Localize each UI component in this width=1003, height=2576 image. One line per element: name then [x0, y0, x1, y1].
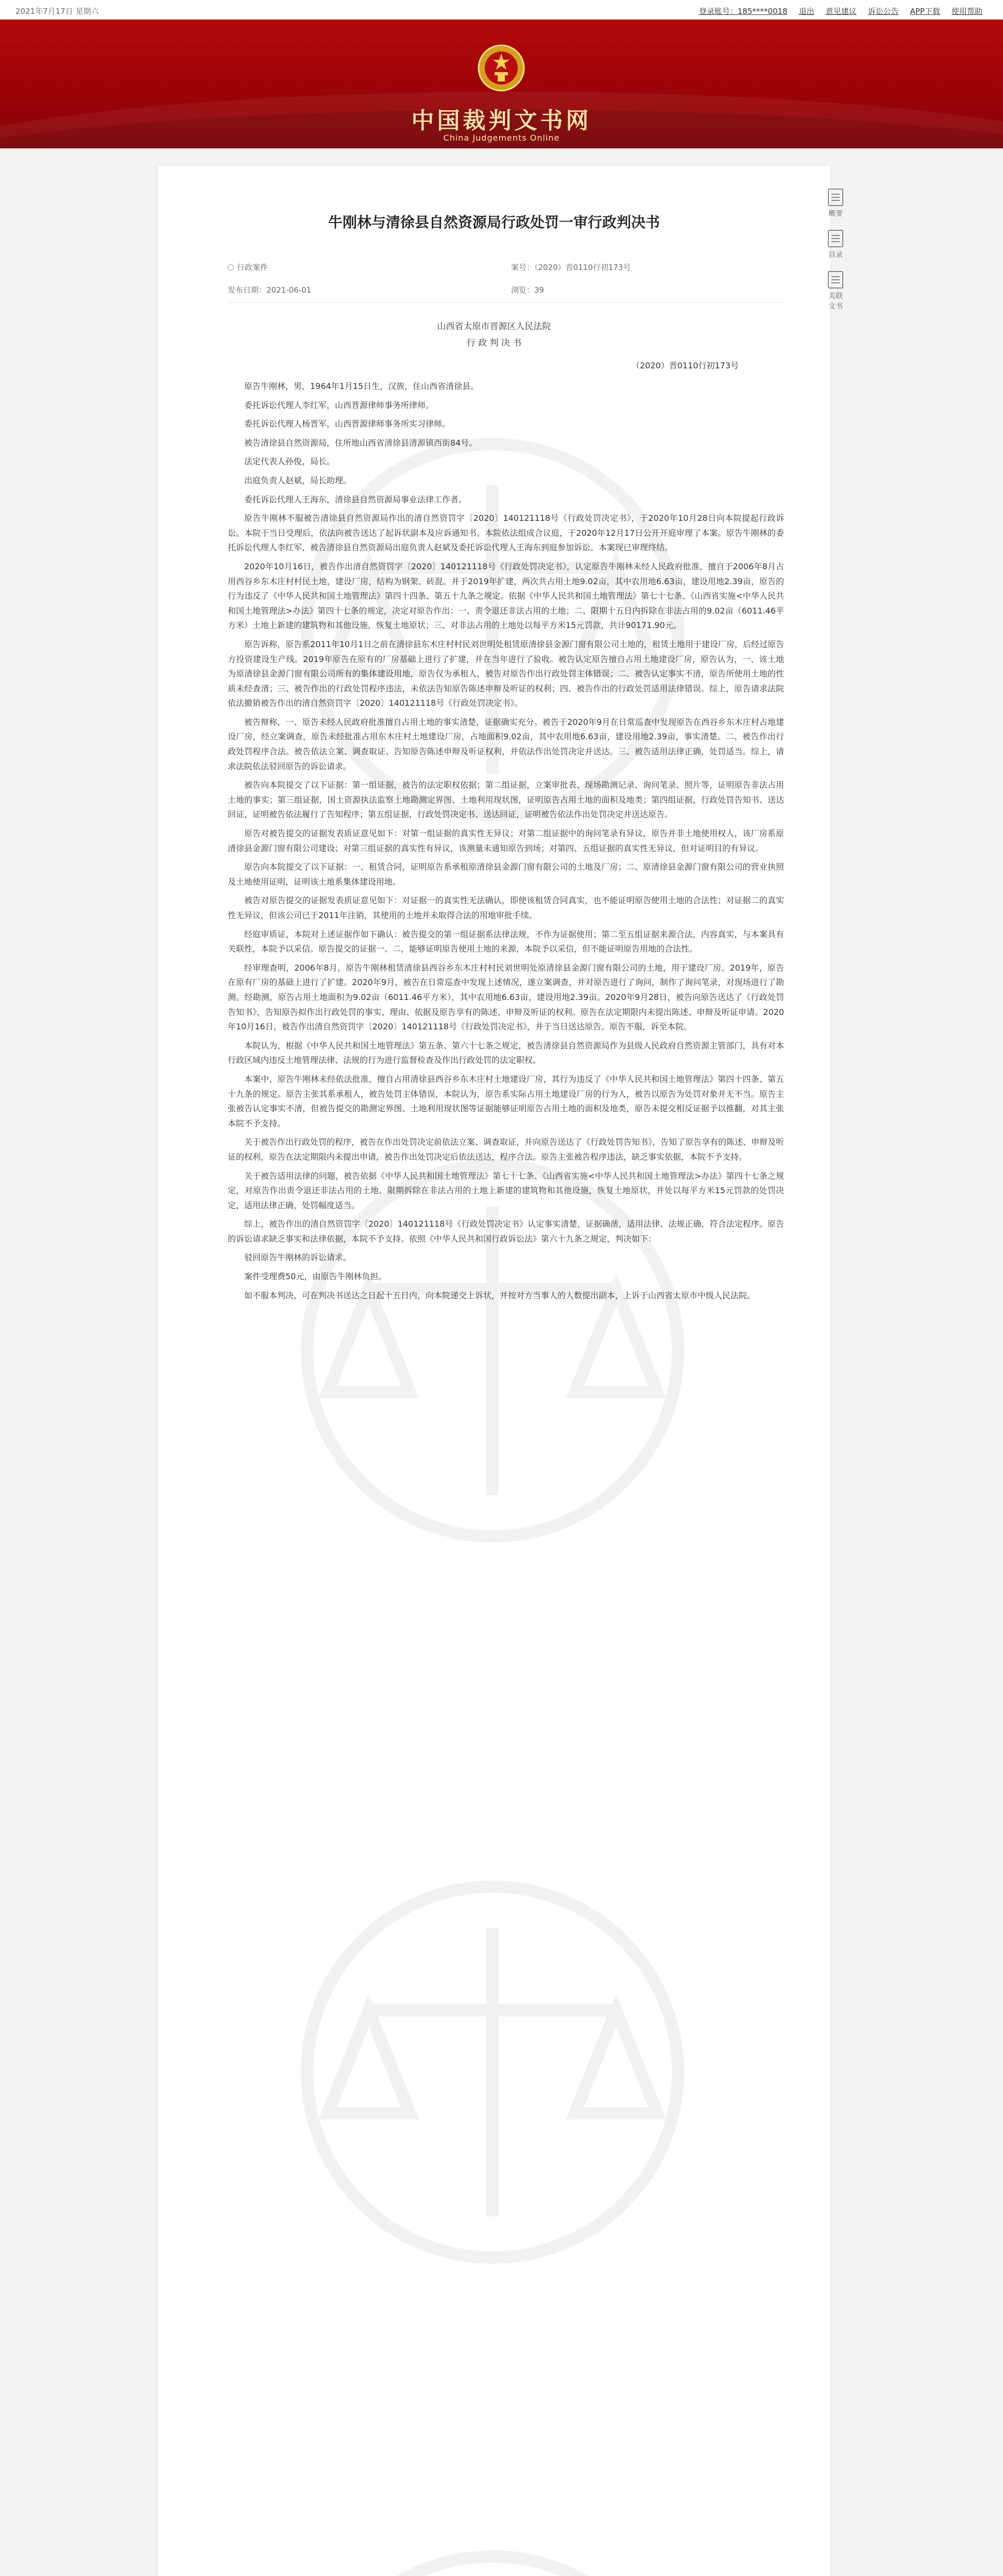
- judgment-paragraph: 经审理查明，2006年8月，原告牛刚林租赁清徐县西谷乡东木庄村村民刘世明处原清徐县金源门窗有限公司的土地，用于建设厂房。2019年，原告在原有厂房的基础上进行了扩建。2020年9月，被告在日常巡查中发现上述情况，遂立案调查，并对原告进行了询问，制作了询问笔录，对现场进行了勘测。经勘测，原告占用土地面积为9.02亩（6011.46平方米），其中农用地6.63亩，建设用地2.39亩。2020年9月28日，被告向原告送达了《行政处罚告知书》，告知原告拟作出行政处罚的事实、理由、依据及原告享有的陈述、申辩及听证的权利。原告在法定期限内未提出陈述、申辩及听证申请。2020年10月16日，被告作出清自然资罚字〔2020〕140121118号《行政处罚决定书》，并于当日送达原告。原告不服，诉至本院。: [228, 962, 784, 1032]
- judgment-paragraph: 本案中，原告牛刚林未经依法批准，擅自占用清徐县西谷乡东木庄村土地建设厂房，其行为违反了《中华人民共和国土地管理法》第四十四条、第五十九条的规定。原告主张其系承租人，被告处罚主体错误，本院认为，原告系实际占用土地建设厂房的行为人，被告以原告为处罚对象并无不当。原告主张被告认定事实不清，但被告提交的勘测定界图、土地利用现状图等证据能够证明原告占用土地的面积及地类，原告未提交相反证据予以推翻，对其主张本院不予支持。: [228, 1074, 784, 1128]
- judgment-paragraph: 原告诉称，原告系2011年10月1日之前在清徐县东木庄村村民刘世明处租赁原清徐县金源门窗有限公司土地的，租赁土地用于建设厂房，后经过原告方投资建设生产线。2019年原告在原有的厂房基础上进行了扩建，并在当年进行了验收。被告认定原告擅自占用土地建设厂房，原告认为，一、该土地为原清徐县金源门窗有限公司所有的集体建设用地，原告仅为承租人，被告对原告作出行政处罚主体错误；二、被告认定事实不清，原告所使用土地的性质未经查清；三、被告作出的行政处罚程序违法，未依法告知原告陈述申辩及听证的权利；四、被告作出的行政处罚适用法律错误。综上，原告请求法院依法撤销被告作出的清自然资罚字〔2020〕140121118号《行政处罚决定书》。: [228, 639, 784, 708]
- judgment-paragraph: 出庭负责人赵斌，局长助理。: [244, 475, 352, 485]
- judgment-paragraph: 被告辩称，一、原告未经人民政府批准擅自占用土地的事实清楚，证据确实充分。被告于2020年9月在日常巡查中发现原告在西谷乡东木庄村占地建设厂房，经立案调查，原告未经批准占用东木庄村土地建设厂房，占地面积9.02亩，其中农用地6.63亩，建设用地2.39亩，事实清楚。二、被告作出行政处罚程序合法。被告依法立案、调查取证、告知原告陈述申辩及听证权利，并依法作出处罚决定并送达。三、被告适用法律正确，处罚适当。综上，请求法院依法驳回原告的诉讼请求。: [228, 717, 784, 771]
- judgment-paragraph: 经庭审质证，本院对上述证据作如下确认：被告提交的第一组证据系法律法规，不作为证据使用；第二至五组证据来源合法，内容真实，与本案具有关联性，本院予以采信。原告提交的证据一、二，能够证明原告使用土地的来源，本院予以采信，但不能证明原告用地的合法性。: [228, 929, 784, 954]
- app-download-link[interactable]: APP下载: [910, 7, 940, 16]
- case-type-label: 行政案件: [228, 263, 268, 272]
- document-header: [158, 318, 830, 351]
- top-links: [699, 6, 982, 16]
- judgment-paragraph: 综上，被告作出的清自然资罚字〔2020〕140121118号《行政处罚决定书》认定事实清楚，证据确凿，适用法律、法规正确，符合法定程序。原告的诉讼请求缺乏事实和法律依据，本院不予支持。依照《中华人民共和国行政诉讼法》第六十九条之规定，判决如下：: [228, 1219, 784, 1244]
- judgment-paragraph: 委托诉讼代理人杨晋军，山西晋源律师事务所实习律师。: [244, 419, 451, 429]
- meta-row-1: [228, 262, 784, 273]
- judgment-paragraph: 原告牛刚林不服被告清徐县自然资源局作出的清自然资罚字〔2020〕140121118号《行政处罚决定书》，于2020年10月28日向本院提起行政诉讼。本院于当日受理后，依法向被告送达了起诉状副本及应诉通知书。本院依法组成合议庭，于2020年12月17日公开开庭审理了本案。原告牛刚林的委托诉讼代理人李红军，被告清徐县自然资源局出庭负责人赵斌及委托诉讼代理人王海东到庭参加诉讼。本案现已审理终结。: [228, 513, 784, 553]
- judgment-paragraph: 原告向本院提交了以下证据：一、租赁合同，证明原告系承租原清徐县金源门窗有限公司的土地及厂房；二、原清徐县金源门窗有限公司的营业执照及土地使用证明，证明该土地系集体建设用地。: [228, 862, 784, 887]
- announcement-link[interactable]: 诉讼公告: [868, 7, 899, 16]
- meta-divider: [228, 302, 784, 303]
- judgment-paragraph: 委托诉讼代理人王海东，清徐县自然资源局事业法律工作者。: [244, 494, 467, 504]
- document-paper: 牛刚林与清徐县自然资源局行政处罚一审行政判决书 行政案件 发布日期：2021-06-01 浏览：39 案号：（2020）晋0110行初173号 山西省太原市晋源区人民法院 行 政 判 决 书 （2020）晋0110行初173号 原告牛刚林，男，1964年1月15日生，汉族，住山西省清徐县。 委托诉讼代理人李红军，山西晋源律师事务所律师。 委托诉讼代理人杨晋军，山西晋源律师事务所实习律师。 被告清徐县自然资源局，住所地山西省清徐县清源镇西街84号。 法定代表人孙俊，局长。 出庭负责人赵斌，局长助理。 委托诉讼代理人王海东，清徐县自然资源局事业法律工作者。 原告牛刚林不服被告清徐县自然资源局作出的清自然资罚字〔2020〕140121118号《行政处罚决定书》，于2020年10月28日向本院提起行政诉讼。本院于当日受理后，依法向被告送达了起诉状副本及应诉通知书。本院依法组成合议庭，于2020年12月17日公开开庭审理了本案。原告牛刚林的委托诉讼代理人李红军，被告清徐县自然资源局出庭负责人赵斌及委托诉讼代理人王海东到庭参加诉讼。本案现已审理终结。 2020年10月16日，被告作出清自然资罚字〔2020〕140121118号《行政处罚决定书》，认定原告牛刚林未经人民政府批准，擅自于2006年8月占用西谷乡东木庄村村民土地，建设厂房，结构为钢架、砖混。并于2019年扩建，两次共占用土地9.02亩，其中农用地6.63亩，建设用地2.39亩，原告的行为违反了《中华人民共和国土地管理法》第四十四条、第五十九条之规定。依据《中华人民共和国土地管理法》第七十七条、《山西省实施<中华人民共和国土地管理法>办法》第四十七条的规定，决定对原告作出：一、责令退还非法占用的土地；二、限期十五日内拆除在非法占用的9.02亩（6011.46平方米）土地上新建的建筑物和其他设施，恢复土地原状；三、对非法占用的土地处以每平方米15元罚款，共计90171.90元。 原告诉称，原告系2011年10月1日之前在清徐县东木庄村村民刘世明处租赁原清徐县金源门窗有限公司土地的，租赁土地用于建设厂房，后经过原告方投资建设生产线。2019年原告在原有的厂房基础上进行了扩建，并在当年进行了验收。被告认定原告擅自占用土地建设厂房，原告认为，一、该土地为原清徐县金源门窗有限公司所有的集体建设用地，原告仅为承租人，被告对原告作出行政处罚主体错误；二、被告认定事实不清，原告所使用土地的性质未经查清；三、被告作出的行政处罚程序违法，未依法告知原告陈述申辩及听证的权利；四、被告作出的行政处罚适用法律错误。综上，原告请求法院依法撤销被告作出的清自然资罚字〔2020〕140121118号《行政处罚决定书》。 被告辩称，一、原告未经人民政府批准擅自占用土地的事实清楚，证据确实充分。被告于2020年9月在日常巡查中发现原告在西谷乡东木庄村占地建设厂房，经立案调查，原告未经批准占用东木庄村土地建设厂房，占地面积9.02亩，其中农用地6.63亩，建设用地2.39亩，事实清楚。二、被告作出行政处罚程序合法。被告依法立案、调查取证、告知原告陈述申辩及听证权利，并依法作出处罚决定并送达。三、被告适用法律正确，处罚适当。综上，请求法院依法驳回原告的诉讼请求。 被告向本院提交了以下证据：第一组证据，被告的法定职权依据；第二组证据，立案审批表、现场勘测记录、询问笔录、照片等，证明原告非法占用土地的事实；第三组证据，国土资源执法监察土地勘测定界图、土地利用现状图，证明原告占用土地的面积及地类；第四组证据，行政处罚告知书、送达回证，证明被告依法履行了告知程序；第五组证据，行政处罚决定书、送达回证，证明被告依法作出处罚决定并送达原告。 原告对被告提交的证据发表质证意见如下：对第一组证据的真实性无异议；对第二组证据中的询问笔录有异议，原告并非土地使用权人，该厂房系原清徐县金源门窗有限公司建设；对第三组证据的真实性有异议，该测量未通知原告到场；对第四、五组证据的真实性无异议，但对证明目的有异议。 原告向本院提交了以下证据：一、租赁合同，证明原告系承租原清徐县金源门窗有限公司的土地及厂房；二、原清徐县金源门窗有限公司的营业执照及土地使用证明，证明该土地系集体建设用地。 被告对原告提交的证据发表质证意见如下：对证据一的真实性无法确认，即使该租赁合同真实，也不能证明原告使用土地的合法性；对证据二的真实性无异议，但该公司已于2011年注销，其使用的土地并未取得合法的用地审批手续。 经庭审质证，本院对上述证据作如下确认：被告提交的第一组证据系法律法规，不作为证据使用；第二至五组证据来源合法，内容真实，与本案具有关联性，本院予以采信。原告提交的证据一、二，能够证明原告使用土地的来源，本院予以采信，但不能证明原告用地的合法性。 经审理查明，2006年8月，原告牛刚林租赁清徐县西谷乡东木庄村村民刘世明处原清徐县金源门窗有限公司的土地，用于建设厂房。2019年，原告在原有厂房的基础上进行了扩建。2020年9月，被告在日常巡查中发现上述情况，遂立案调查，并对原告进行了询问，制作了询问笔录，对现场进行了勘测。经勘测，原告占用土地面积为9.02亩（6011.46平方米），其中农用地6.63亩，建设用地2.39亩。2020年9月28日，被告向原告送达了《行政处罚告知书》，告知原告拟作出行政处罚的事实、理由、依据及原告享有的陈述、申辩及听证的权利。原告在法定期限内未提出陈述、申辩及听证申请。2020年10月16日，被告作出清自然资罚字〔2020〕140121118号《行政处罚决定书》，并于当日送达原告。原告不服，诉至本院。 本院认为，根据《中华人民共和国土地管理法》第五条、第六十七条之规定，被告清徐县自然资源局作为县级人民政府自然资源主管部门，具有对本行政区域内违反土地管理法律、法规的行为进行监督检查及作出行政处罚的法定职权。 本案中，原告牛刚林未经依法批准，擅自占用清徐县西谷乡东木庄村土地建设厂房，其行为违反了《中华人民共和国土地管理法》第四十四条、第五十九条的规定。原告主张其系承租人，被告处罚主体错误，本院认为，原告系实际占用土地建设厂房的行为人，被告以原告为处罚对象并无不当。原告主张被告认定事实不清，但被告提交的勘测定界图、土地利用现状图等证据能够证明原告占用土地的面积及地类，原告未提交相反证据予以推翻，对其主张本院不予支持。 关于被告作出行政处罚的程序，被告在作出处罚决定前依法立案、调查取证，并向原告送达了《行政处罚告知书》，告知了原告享有的陈述、申辩及听证的权利，原告在法定期限内未提出申请，被告作出处罚决定后依法送达，程序合法。原告主张被告程序违法，缺乏事实依据，本院不予支持。 关于被告适用法律的问题，被告依据《中华人民共和国土地管理法》第七十七条、《山西省实施<中华人民共和国土地管理法>办法》第四十七条之规定，对原告作出责令退还非法占用的土地、限期拆除在非法占用的土地上新建的建筑物和其他设施，恢复土地原状，并处以每平方米15元罚款的处罚决定，适用法律正确，处罚幅度适当。 综上，被告作出的清自然资罚字〔2020〕140121118号《行政处罚决定书》认定事实清楚，证据确凿，适用法律、法规正确，符合法定程序。原告的诉讼请求缺乏事实和法律依据，本院不予支持。依照《中华人民共和国行政诉讼法》第六十九条之规定，判决如下： 驳回原告牛刚林的诉讼请求。 案件受理费50元，由原告牛刚林负担。 如不服本判决，可在判决书送达之日起十五日内，向本院递交上诉状，并按对方当事人的人数提出副本，上诉于山西省太原市中级人民法院。: [158, 166, 830, 2576]
- judgment-body: [228, 379, 784, 2576]
- summary-tool[interactable]: 概要: [825, 189, 846, 230]
- site-title: 中国裁判文书网: [411, 108, 592, 134]
- related-docs-icon: [828, 271, 843, 289]
- judgment-paragraph: 法定代表人孙俊，局长。: [244, 456, 335, 467]
- current-date: 2021年7月17日 星期六: [15, 7, 99, 16]
- related-docs-tool[interactable]: 关联文书: [825, 271, 846, 312]
- judgment-paragraph: 委托诉讼代理人李红军，山西晋源律师事务所律师。: [244, 400, 434, 410]
- site-subtitle: China Judgements Online: [443, 133, 560, 143]
- judgment-paragraph: 本院认为，根据《中华人民共和国土地管理法》第五条、第六十七条之规定，被告清徐县自然资源局作为县级人民政府自然资源主管部门，具有对本行政区域内违反土地管理法律、法规的行为进行监督检查及作出行政处罚的法定职权。: [228, 1040, 784, 1065]
- site-banner: [0, 20, 1003, 148]
- judgment-paragraph: 被告对原告提交的证据发表质证意见如下：对证据一的真实性无法确认，即使该租赁合同真实，也不能证明原告使用土地的合法性；对证据二的真实性无异议，但该公司已于2011年注销，其使用的土地并未取得合法的用地审批手续。: [228, 895, 784, 920]
- document-title: 牛刚林与清徐县自然资源局行政处罚一审行政判决书: [328, 214, 660, 231]
- toc-icon: [828, 230, 843, 247]
- view-count: 浏览：39: [511, 285, 545, 295]
- court-emblem-icon: [464, 42, 539, 94]
- judgment-paragraph: 驳回原告牛刚林的诉讼请求。: [244, 1252, 352, 1263]
- judgment-paragraph: 被告向本院提交了以下证据：第一组证据，被告的法定职权依据；第二组证据，立案审批表、现场勘测记录、询问笔录、照片等，证明原告非法占用土地的事实；第三组证据，国土资源执法监察土地勘测定界图、土地利用现状图，证明原告占用土地的面积及地类；第四组证据，行政处罚告知书、送达回证，证明被告依法履行了告知程序；第五组证据，行政处罚决定书、送达回证，证明被告依法作出处罚决定并送达原告。: [228, 780, 784, 820]
- toc-tool[interactable]: 目录: [825, 230, 846, 271]
- publish-date: 发布日期：2021-06-01: [228, 285, 312, 295]
- judgment-paragraph: 关于被告作出行政处罚的程序，被告在作出处罚决定前依法立案、调查取证，并向原告送达了《行政处罚告知书》，告知了原告享有的陈述、申辩及听证的权利，原告在法定期限内未提出申请，被告作出处罚决定后依法送达，程序合法。原告主张被告程序违法，缺乏事实依据，本院不予支持。: [228, 1137, 784, 1162]
- feedback-link[interactable]: 意见建议: [825, 7, 857, 16]
- judgment-paragraph: 如不服本判决，可在判决书送达之日起十五日内，向本院递交上诉状，并按对方当事人的人数提出副本，上诉于山西省太原市中级人民法院。: [244, 1290, 756, 1300]
- top-bar: [0, 0, 1003, 20]
- judgment-paragraph: 案件受理费50元，由原告牛刚林负担。: [244, 1272, 387, 1282]
- court-name: 山西省太原市晋源区人民法院: [437, 321, 551, 332]
- logout-link[interactable]: 退出: [798, 7, 814, 16]
- judgment-paragraph: 关于被告适用法律的问题，被告依据《中华人民共和国土地管理法》第七十七条、《山西省实施<中华人民共和国土地管理法>办法》第四十七条之规定，对原告作出责令退还非法占用的土地、限期拆除在非法占用的土地上新建的建筑物和其他设施，恢复土地原状，并处以每平方米15元罚款的处罚决定，适用法律正确，处罚幅度适当。: [228, 1171, 784, 1210]
- judgment-paragraph: 原告对被告提交的证据发表质证意见如下：对第一组证据的真实性无异议；对第二组证据中的询问笔录有异议，原告并非土地使用权人，该厂房系原清徐县金源门窗有限公司建设；对第三组证据的真实性有异议，该测量未通知原告到场；对第四、五组证据的真实性无异议，但对证明目的有异议。: [228, 828, 784, 853]
- summary-icon: [828, 189, 843, 206]
- account-link[interactable]: 登录账号：185****0018: [699, 7, 788, 16]
- meta-row-2: [228, 284, 784, 295]
- judgment-paragraph: 原告牛刚林，男，1964年1月15日生，汉族，住山西省清徐县。: [244, 381, 479, 391]
- judgment-paragraph: 2020年10月16日，被告作出清自然资罚字〔2020〕140121118号《行政处罚决定书》，认定原告牛刚林未经人民政府批准，擅自于2006年8月占用西谷乡东木庄村村民土地，建设厂房，结构为钢架、砖混。并于2019年扩建，两次共占用土地9.02亩，其中农用地6.63亩，建设用地2.39亩，原告的行为违反了《中华人民共和国土地管理法》第四十四条、第五十九条之规定。依据《中华人民共和国土地管理法》第七十七条、《山西省实施<中华人民共和国土地管理法>办法》第四十七条的规定，决定对原告作出：一、责令退还非法占用的土地；二、限期十五日内拆除在非法占用的9.02亩（6011.46平方米）土地上新建的建筑物和其他设施，恢复土地原状；三、对非法占用的土地处以每平方米15元罚款，共计90171.90元。: [228, 561, 784, 631]
- category-icon: [228, 264, 234, 270]
- case-number: （2020）晋0110行初173号: [632, 361, 739, 370]
- document-type: 行 政 判 决 书: [466, 338, 522, 348]
- help-link[interactable]: 使用帮助: [951, 7, 982, 16]
- judgment-paragraph: 被告清徐县自然资源局，住所地山西省清徐县清源镇西街84号。: [244, 437, 478, 448]
- document-tools: [825, 189, 846, 312]
